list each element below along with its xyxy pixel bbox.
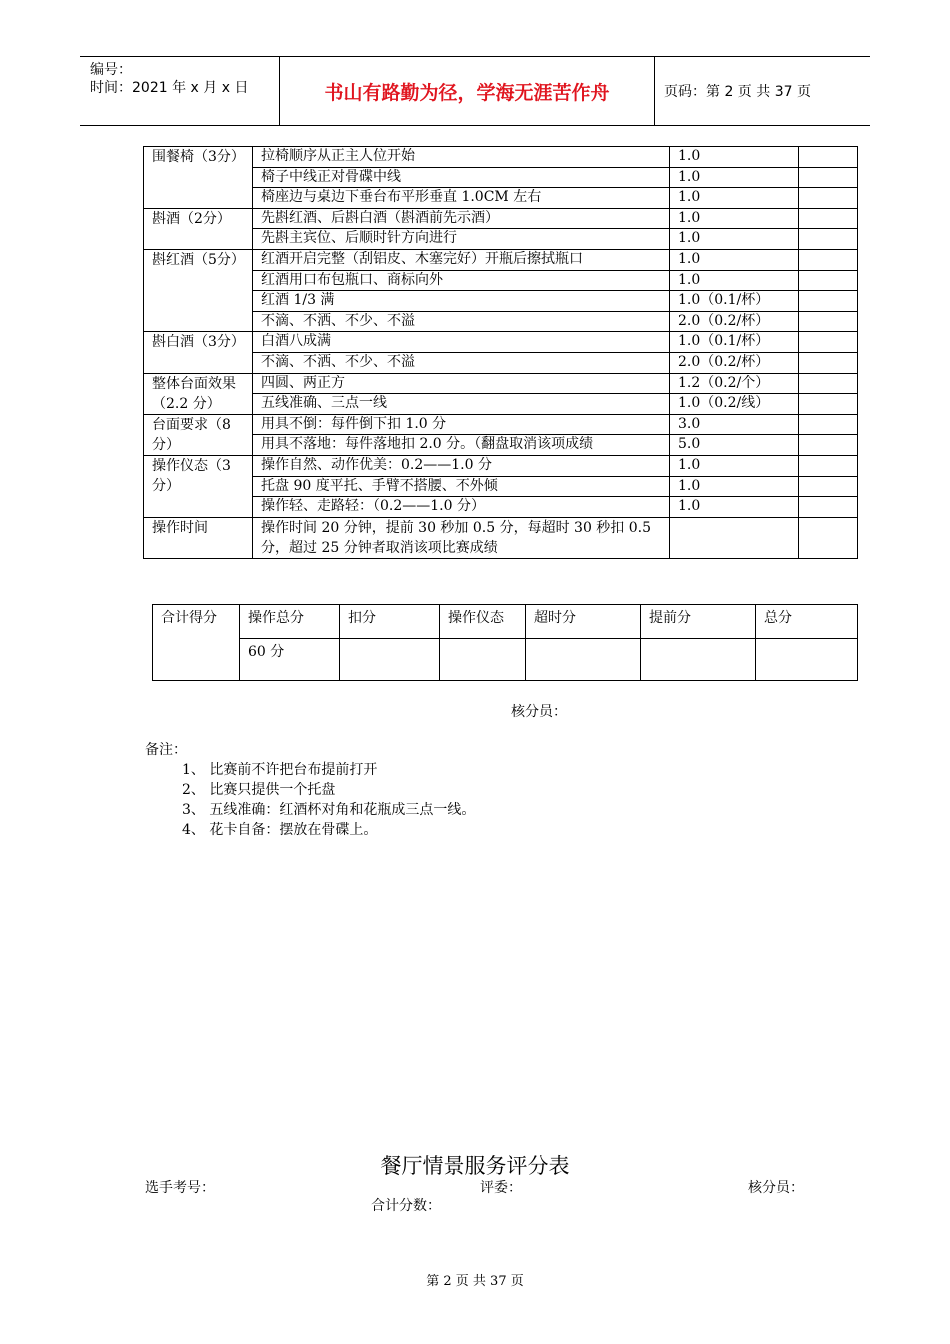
blank-cell <box>799 332 858 353</box>
table-row <box>144 208 858 229</box>
blank-cell <box>799 455 858 476</box>
category-cell: 围餐椅（3分） <box>144 147 253 209</box>
summary-value <box>526 639 641 681</box>
total-label: 合计分数： <box>371 1198 441 1214</box>
score-cell: 1.0 <box>670 249 799 270</box>
item-cell: 白酒八成满 <box>253 332 670 353</box>
score-cell: 1.0 <box>670 476 799 497</box>
header-page-info: 页码：第 2 页 共 37 页 <box>664 84 811 100</box>
item-cell: 操作自然、动作优美：0.2——1.0 分 <box>253 455 670 476</box>
item-cell: 椅座边与桌边下垂台布平形垂直 1.0CM 左右 <box>253 188 670 209</box>
summary-header: 操作仪态 <box>440 605 526 639</box>
blank-cell <box>799 352 858 373</box>
page-header <box>80 56 870 126</box>
category-cell: 斟白酒（3分） <box>144 332 253 373</box>
score-cell: 1.2（0.2/个） <box>670 373 799 394</box>
summary-value <box>641 639 756 681</box>
item-cell: 先斟红酒、后斟白酒（斟酒前先示酒） <box>253 208 670 229</box>
item-cell: 红酒 1/3 满 <box>253 291 670 312</box>
summary-value <box>340 639 440 681</box>
score-cell: 3.0 <box>670 414 799 435</box>
table-row <box>144 414 858 435</box>
blank-cell <box>799 311 858 332</box>
table-row <box>144 332 858 353</box>
blank-cell <box>799 476 858 497</box>
summary-header: 总分 <box>756 605 858 639</box>
category-cell: 整体台面效果（2.2 分） <box>144 373 253 414</box>
judge-label: 评委： <box>480 1180 522 1196</box>
item-cell: 用具不落地：每件落地扣 2.0 分。（翻盘取消该项成绩 <box>253 435 670 456</box>
blank-cell <box>799 270 858 291</box>
item-cell: 用具不倒：每件倒下扣 1.0 分 <box>253 414 670 435</box>
blank-cell <box>799 517 858 558</box>
item-cell: 五线准确、三点一线 <box>253 394 670 415</box>
score-cell: 1.0 <box>670 497 799 518</box>
score-cell: 1.0 <box>670 455 799 476</box>
item-cell: 先斟主宾位、后顺时针方向进行 <box>253 229 670 250</box>
notes-list <box>182 760 475 840</box>
time-label: 时间：2021 年 x 月 x 日 <box>90 80 249 96</box>
score-table <box>143 146 858 559</box>
checker-label: 核分员： <box>511 704 567 720</box>
contestant-label: 选手考号： <box>145 1180 215 1196</box>
summary-value <box>756 639 858 681</box>
score-cell: 2.0（0.2/杯） <box>670 352 799 373</box>
note-item: 1、 比赛前不许把台布提前打开 <box>182 762 378 778</box>
item-cell: 红酒开启完整（刮铝皮、木塞完好）开瓶后擦拭瓶口 <box>253 249 670 270</box>
score-cell: 1.0 <box>670 167 799 188</box>
item-cell: 不滴、不洒、不少、不溢 <box>253 311 670 332</box>
item-cell: 四圆、两正方 <box>253 373 670 394</box>
table-row <box>144 517 858 558</box>
blank-cell <box>799 414 858 435</box>
blank-cell <box>799 435 858 456</box>
score-cell: 2.0（0.2/杯） <box>670 311 799 332</box>
category-cell: 斟红酒（5分） <box>144 249 253 331</box>
summary-table <box>152 604 858 681</box>
summary-header: 超时分 <box>526 605 641 639</box>
note-item: 4、 花卡自备：摆放在骨碟上。 <box>182 822 378 838</box>
item-cell: 操作时间 20 分钟，提前 30 秒加 0.5 分，每超时 30 秒扣 0.5 分，超过 25 分钟者取消该项比赛成绩 <box>253 517 670 558</box>
item-cell: 椅子中线正对骨碟中线 <box>253 167 670 188</box>
item-cell: 拉椅顺序从正主人位开始 <box>253 147 670 168</box>
category-cell: 台面要求（8 分） <box>144 414 253 455</box>
blank-cell <box>799 167 858 188</box>
blank-cell <box>799 147 858 168</box>
blank-cell <box>799 208 858 229</box>
page-footer: 第 2 页 共 37 页 <box>426 1274 524 1289</box>
summary-header: 扣分 <box>340 605 440 639</box>
blank-cell <box>799 291 858 312</box>
category-cell: 操作时间 <box>144 517 253 558</box>
item-cell: 不滴、不洒、不少、不溢 <box>253 352 670 373</box>
score-cell: 1.0 <box>670 208 799 229</box>
score-cell: 1.0 <box>670 270 799 291</box>
item-cell: 红酒用口布包瓶口、商标向外 <box>253 270 670 291</box>
table-row <box>144 373 858 394</box>
item-cell: 托盘 90 度平托、手臂不搭腰、不外倾 <box>253 476 670 497</box>
score-cell: 5.0 <box>670 435 799 456</box>
blank-cell <box>799 188 858 209</box>
blank-cell <box>799 394 858 415</box>
score-cell: 1.0（0.2/线） <box>670 394 799 415</box>
header-motto: 书山有路勤为径，学海无涯苦作舟 <box>280 57 655 125</box>
table-row <box>144 249 858 270</box>
summary-header: 提前分 <box>641 605 756 639</box>
score-cell: 1.0（0.1/杯） <box>670 332 799 353</box>
blank-cell <box>799 373 858 394</box>
blank-cell <box>799 249 858 270</box>
score-cell: 1.0 <box>670 188 799 209</box>
blank-cell <box>799 229 858 250</box>
summary-value <box>440 639 526 681</box>
form-title: 餐厅情景服务评分表 <box>380 1154 570 1178</box>
item-cell: 操作轻、走路轻：（0.2——1.0 分） <box>253 497 670 518</box>
notes-title: 备注： <box>145 742 187 758</box>
summary-row-label: 合计得分 <box>153 605 240 681</box>
category-cell: 斟酒（2分） <box>144 208 253 249</box>
table-row <box>144 455 858 476</box>
blank-cell <box>799 497 858 518</box>
form-checker-label: 核分员： <box>748 1180 804 1196</box>
category-cell: 操作仪态（3 分） <box>144 455 253 517</box>
summary-header: 操作总分 <box>240 605 340 639</box>
score-cell: 1.0 <box>670 229 799 250</box>
score-cell: 1.0 <box>670 147 799 168</box>
note-item: 3、 五线准确：红酒杯对角和花瓶成三点一线。 <box>182 802 476 818</box>
score-cell: 1.0（0.1/杯） <box>670 291 799 312</box>
score-cell <box>670 517 799 558</box>
header-meta <box>80 57 280 125</box>
note-item: 2、 比赛只提供一个托盘 <box>182 782 336 798</box>
summary-value: 60 分 <box>240 639 340 681</box>
table-row <box>144 147 858 168</box>
number-label: 编号： <box>90 62 132 78</box>
